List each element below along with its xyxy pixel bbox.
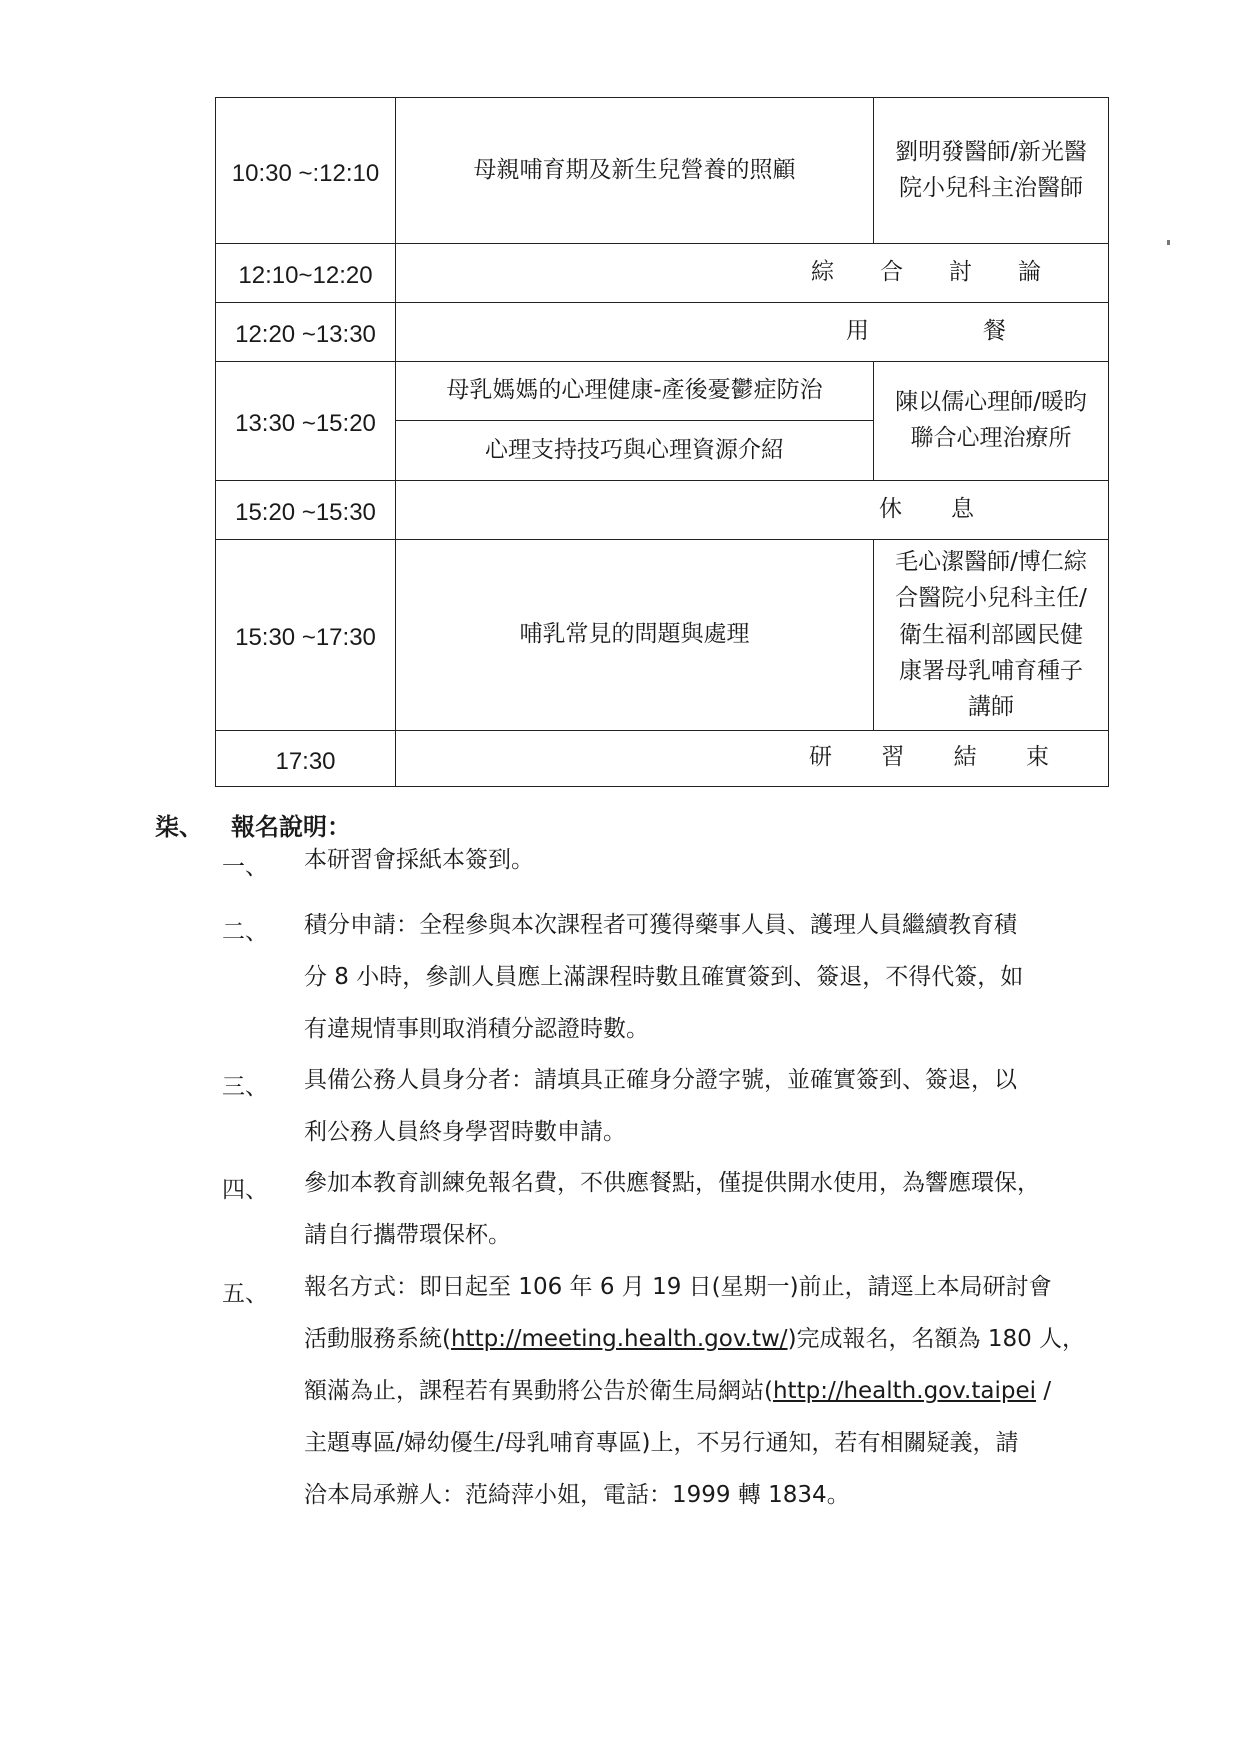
item-line: 洽本局承辦人：范綺萍小姐，電話：1999 轉 1834。 [304,1482,850,1508]
schedule-row [216,481,1109,540]
topic-cell: 心理支持技巧與心理資源介紹 [396,421,874,481]
section-title: 報名說明： [231,813,351,841]
topic-char: 用 [846,318,869,345]
item-line: 請自行攜帶環保杯。 [304,1222,511,1248]
topic-char: 餐 [983,318,1006,345]
speaker-line: 陳以儒心理師/暖昀 [895,389,1087,416]
item-line: 有違規情事則取消積分認證時數。 [304,1016,649,1042]
time-cell: 13:30 ~15:20 [216,362,396,481]
section-number: 柒、 [155,813,203,841]
speaker-line: 聯合心理治療所 [910,425,1072,451]
speaker-cell [874,362,1109,481]
topic-char: 論 [1018,259,1041,286]
topic-char: 討 [949,259,972,286]
item-line: 參加本教育訓練免報名費，不供應餐點，僅提供開水使用，為響應環保， [304,1170,1040,1196]
schedule-row [216,540,1109,731]
health-bureau-link[interactable]: http://health.gov.taipei [772,1378,1037,1404]
topic-char: 束 [1025,744,1049,771]
topic-cell: 母乳媽媽的心理健康-產後憂鬱症防治 [396,362,874,421]
topic-char: 習 [881,744,905,771]
item-line: 主題專區/婦幼優生/母乳哺育專區)上，不另行通知，若有相關疑義，請 [304,1430,1019,1456]
speaker-cell [874,98,1109,244]
topic-char: 休 [879,496,902,523]
schedule-table [215,97,1109,787]
time-cell: 17:30 [216,730,396,786]
speaker-cell [874,540,1109,731]
item-index: 五、 [222,1281,268,1307]
item-text [304,1157,1124,1261]
speaker-line: 康署母乳哺育種子 [899,657,1083,684]
item-index: 二、 [222,919,268,945]
time-cell: 15:30 ~17:30 [216,540,396,731]
topic-cell [396,244,1109,303]
item-line: 分 8 小時，參訓人員應上滿課程時數且確實簽到、簽退，不得代簽，如 [304,964,1024,990]
topic-cell [396,303,1109,362]
schedule-row [216,98,1109,244]
topic-char: 息 [951,496,974,523]
schedule-row [216,244,1109,303]
item-text [304,899,1124,1055]
time-cell: 10:30 ~:12:10 [216,98,396,244]
topic-char: 研 [809,744,832,771]
item-line: 利公務人員終身學習時數申請。 [304,1119,626,1145]
item-line: 積分申請：全程參與本次課程者可獲得藥事人員、護理人員繼續教育積 [304,912,1017,938]
item-line [304,1313,1124,1365]
speaker-line: 院小兒科主治醫師 [899,174,1083,201]
topic-char: 結 [953,744,977,771]
speaker-line: 合醫院小兒科主任/ [895,585,1087,612]
line-text: / [1036,1378,1052,1404]
speaker-line: 衛生福利部國民健 [899,621,1083,648]
line-text: 活動服務系統( [304,1326,451,1352]
topic-char: 合 [880,259,903,286]
item-index: 三、 [222,1074,268,1100]
schedule-row [216,303,1109,362]
time-cell: 12:20 ~13:30 [216,303,396,362]
item-text [304,1261,1124,1521]
topic-cell [396,481,1109,540]
speaker-line: 劉明發醫師/新光醫 [895,138,1087,165]
scan-speck [1167,240,1170,245]
item-text [304,834,1124,886]
item-line: 具備公務人員身分者：請填具正確身分證字號，並確實簽到、簽退，以 [304,1067,1017,1093]
schedule-row [216,362,1109,421]
item-text [304,1054,1124,1158]
item-index: 四、 [222,1177,268,1203]
time-cell: 15:20 ~15:30 [216,481,396,540]
item-line [304,1365,1124,1417]
item-line: 本研習會採紙本簽到。 [304,847,534,873]
schedule-row [216,730,1109,786]
meeting-system-link[interactable]: http://meeting.health.gov.tw/ [450,1326,788,1352]
speaker-line: 講師 [968,694,1014,721]
topic-cell: 哺乳常見的問題與處理 [396,540,874,731]
time-cell: 12:10~12:20 [216,244,396,303]
topic-cell: 母親哺育期及新生兒營養的照顧 [396,98,874,244]
item-line: 報名方式：即日起至 106 年 6 月 19 日(星期一)前止，請逕上本局研討會 [304,1274,1052,1300]
speaker-line: 毛心潔醫師/博仁綜 [895,549,1087,575]
topic-char: 綜 [811,259,834,286]
topic-cell [396,730,1109,786]
line-text: )完成報名，名額為 180 人， [787,1326,1086,1352]
item-index: 一、 [222,854,268,880]
line-text: 額滿為止，課程若有異動將公告於衛生局網站( [304,1378,773,1404]
